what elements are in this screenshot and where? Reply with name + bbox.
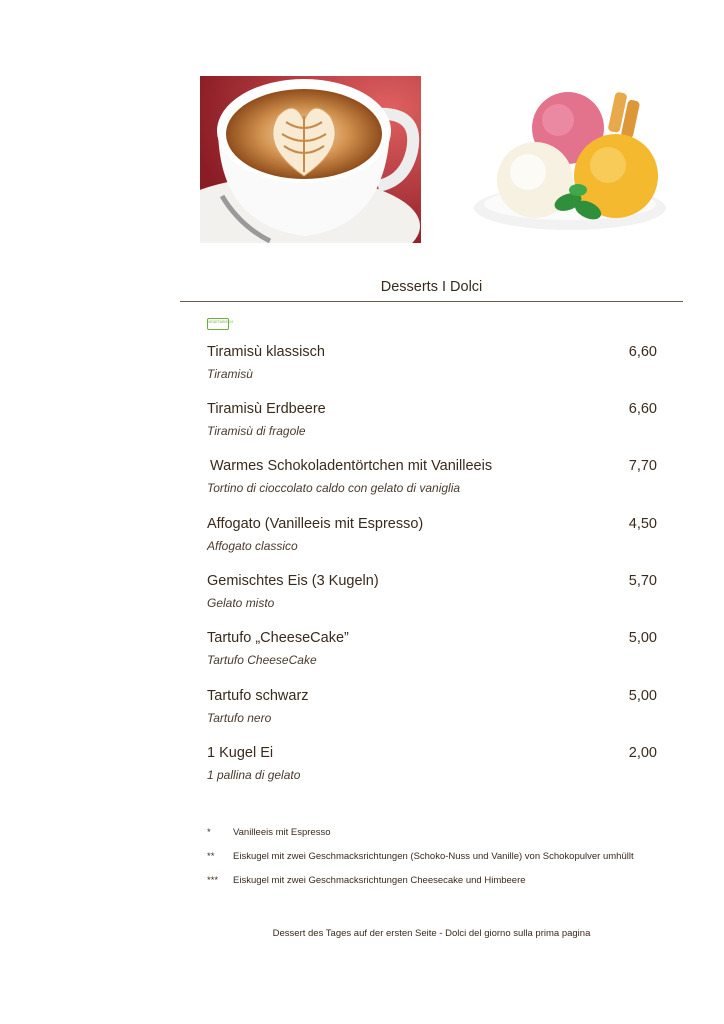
menu-item — [207, 630, 657, 674]
item-subtitle: Affogato classico — [207, 539, 298, 553]
item-subtitle: 1 pallina di gelato — [207, 768, 301, 782]
item-subtitle: Tiramisù di fragole — [207, 424, 306, 438]
menu-item — [207, 745, 657, 789]
footnote-text: Eiskugel mit zwei Geschmacksrichtungen (Schoko-Nuss und Vanille) von Schokopulver umhüllt — [233, 851, 634, 862]
item-price: 2,00 — [628, 745, 657, 761]
item-price: 5,00 — [628, 630, 657, 646]
footnote-text: Vanilleeis mit Espresso — [233, 827, 331, 838]
item-name: Tiramisù Erdbeere — [207, 401, 326, 417]
title-divider — [180, 301, 683, 302]
item-subtitle: Tiramisù — [207, 367, 253, 381]
item-name: Tartufo schwarz — [207, 688, 309, 704]
footnote-mark: *** — [207, 875, 219, 886]
menu-item — [207, 573, 657, 617]
bottom-note: Dessert des Tages auf der ersten Seite - Dolci del giorno sulla prima pagina — [272, 928, 591, 939]
menu-item — [207, 688, 657, 732]
menu-item — [207, 458, 657, 502]
item-name: Tartufo „CheeseCake” — [207, 630, 349, 646]
section-title: Desserts I Dolci — [380, 279, 483, 295]
menu-item — [207, 344, 657, 388]
item-price: 4,50 — [628, 516, 657, 532]
item-price: 6,60 — [628, 401, 657, 417]
menu-item — [207, 401, 657, 445]
menu-item — [207, 516, 657, 560]
vegetarian-badge-icon: VEGETARISCH — [207, 318, 229, 330]
footnote-text: Eiskugel mit zwei Geschmacksrichtungen Cheesecake und Himbeere — [233, 875, 526, 886]
item-name: Affogato (Vanilleeis mit Espresso) — [207, 516, 424, 532]
item-price: 7,70 — [628, 458, 657, 474]
item-price: 5,00 — [628, 688, 657, 704]
item-subtitle: Tartufo CheeseCake — [207, 653, 317, 667]
item-price: 5,70 — [628, 573, 657, 589]
item-price: 6,60 — [628, 344, 657, 360]
footnote-mark: * — [207, 827, 211, 838]
item-name: Gemischtes Eis (3 Kugeln) — [207, 573, 379, 589]
item-name: Tiramisù klassisch — [207, 344, 325, 360]
footnote-mark: ** — [207, 851, 215, 862]
item-subtitle: Tartufo nero — [207, 711, 272, 725]
item-subtitle: Gelato misto — [207, 596, 275, 610]
item-subtitle: Tortino di cioccolato caldo con gelato di vaniglia — [207, 481, 461, 495]
item-name: 1 Kugel Ei — [207, 745, 274, 761]
cappuccino-photo — [200, 76, 421, 243]
item-name: Warmes Schokoladentörtchen mit Vanilleeis — [210, 458, 493, 474]
ice-cream-photo — [470, 90, 670, 240]
